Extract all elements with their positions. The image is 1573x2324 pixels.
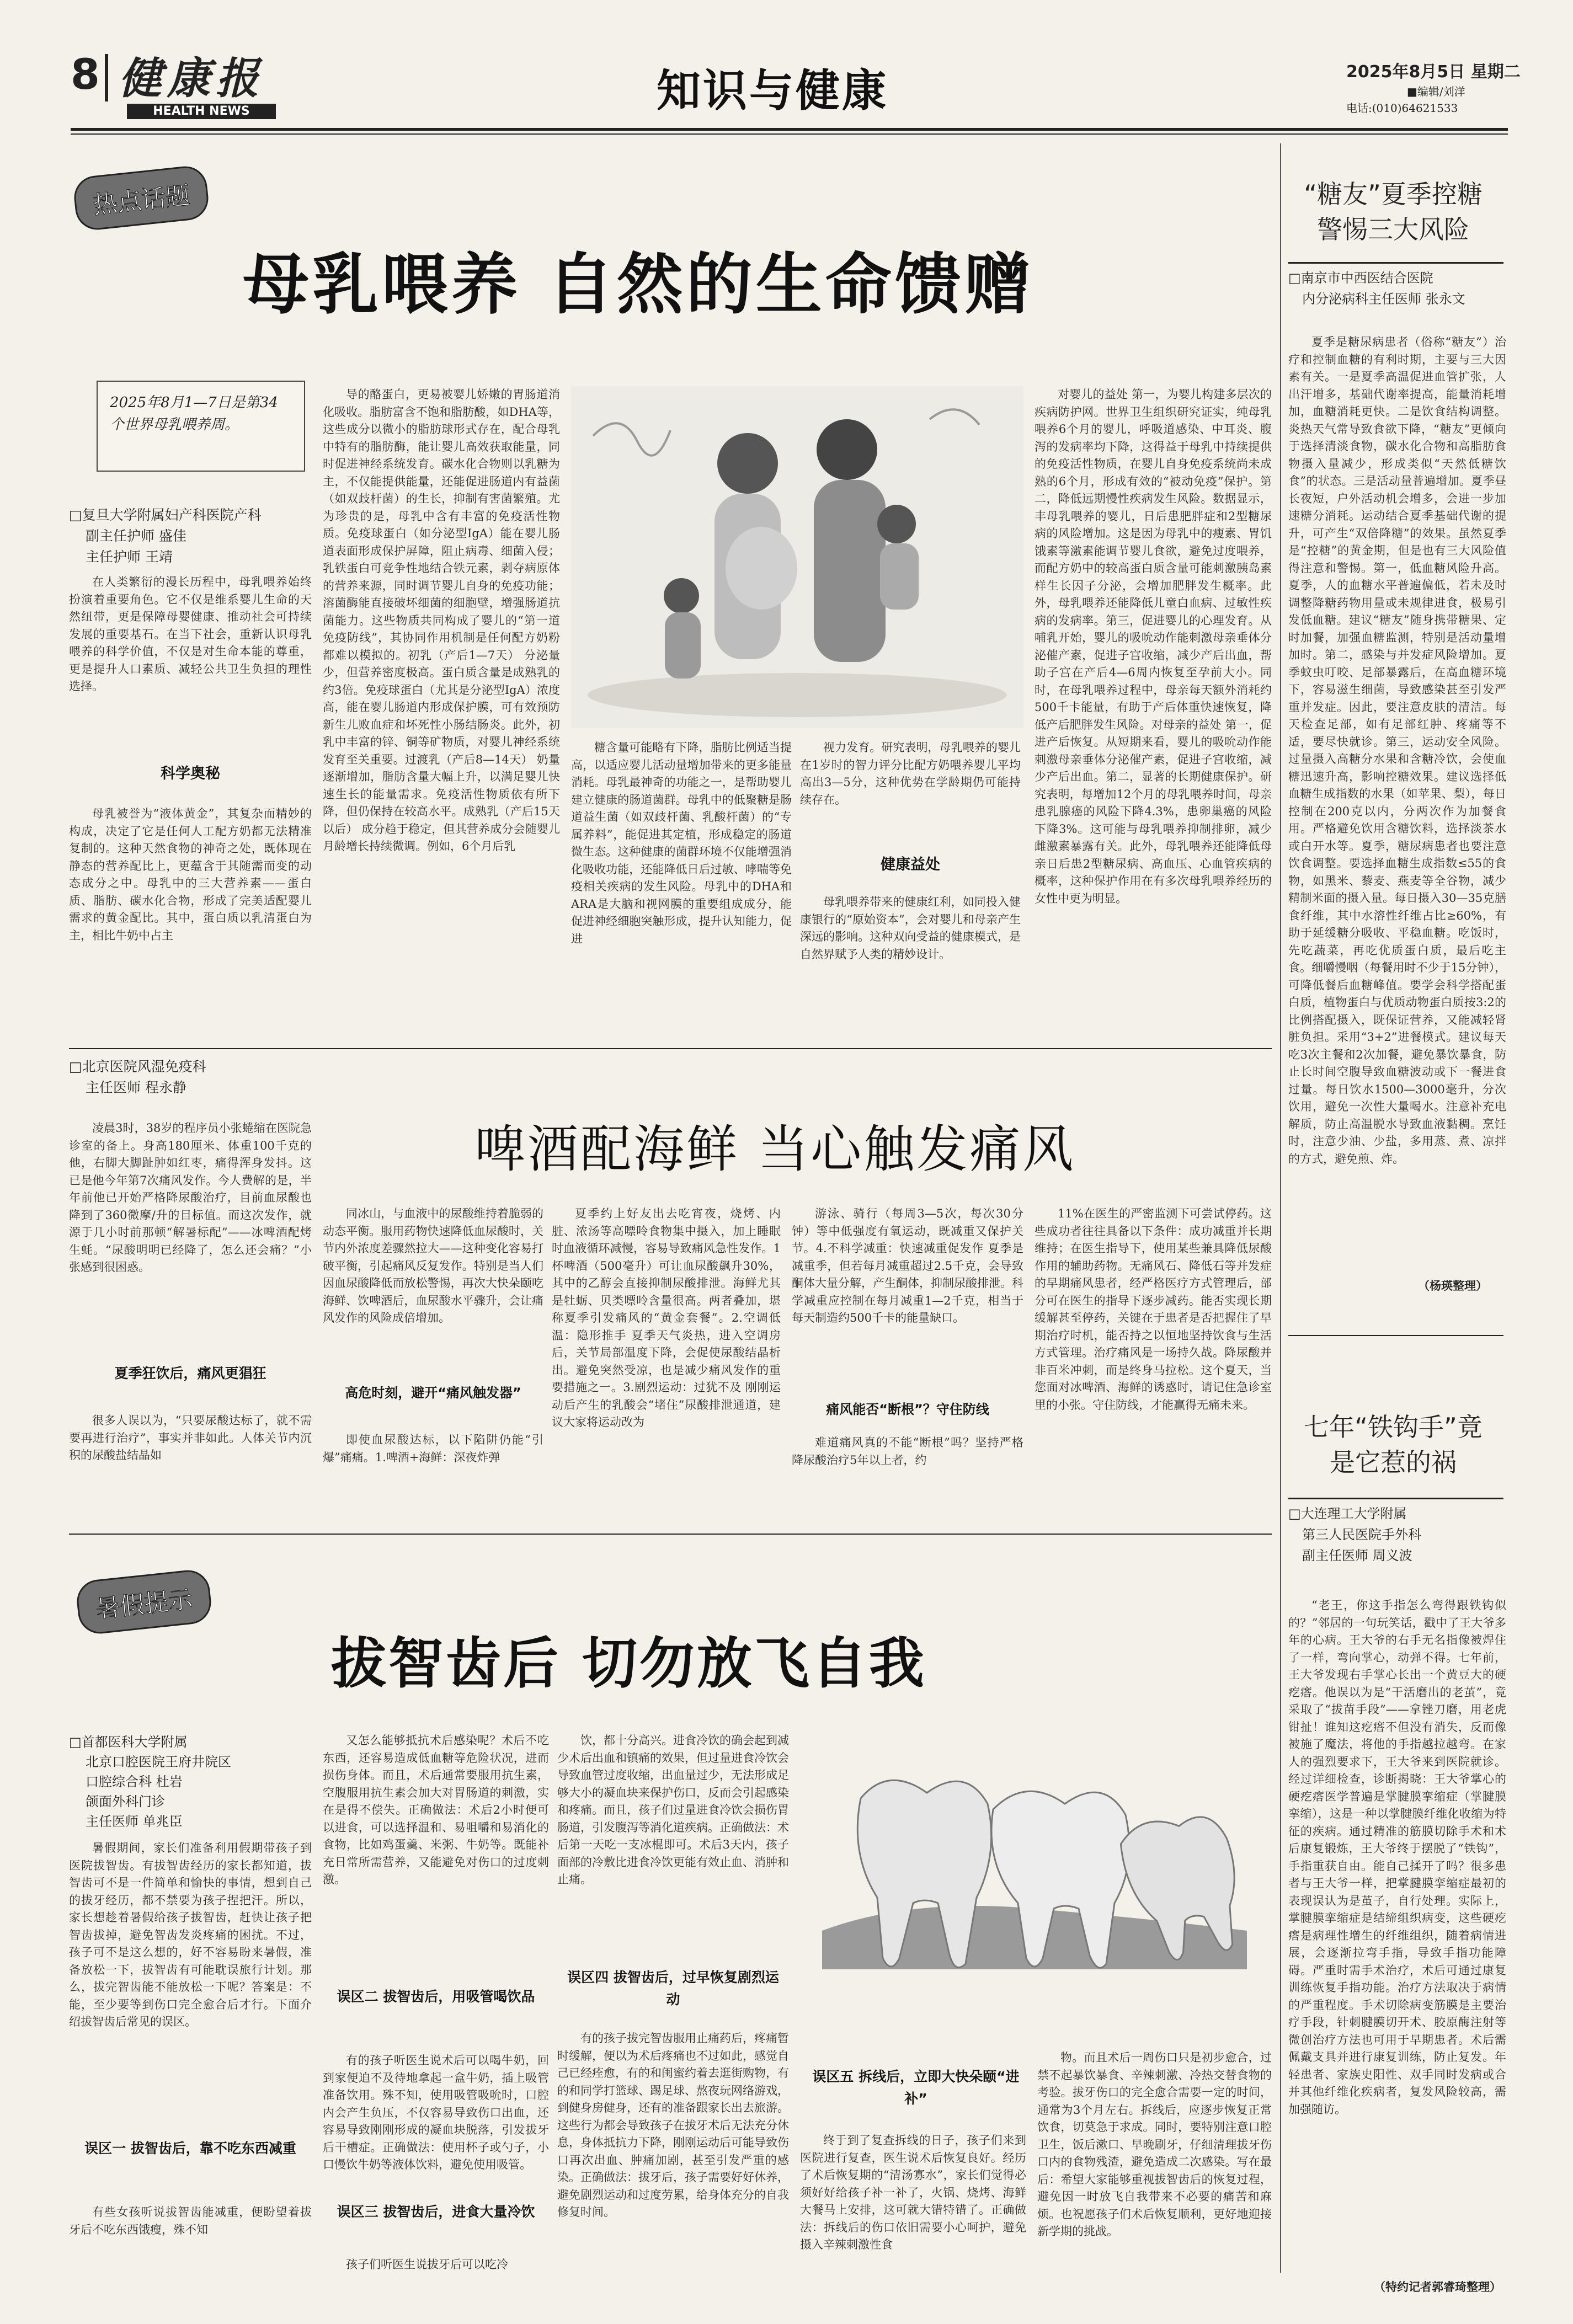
sidebar-divider (1288, 1335, 1503, 1336)
gout-top-rule (69, 1048, 1272, 1049)
summer-tip-tag: 暑假提示 (75, 1568, 214, 1636)
gout-col4 (792, 1205, 1023, 1382)
gout-author (69, 1056, 312, 1098)
author-line-1: □复旦大学附属妇产科医院产科 (69, 507, 262, 523)
tooth-error-4: 误区四 拔智齿后，过早恢复剧烈运动 (567, 1969, 779, 2007)
tooth-col1b (69, 2204, 312, 2275)
editor: ■编辑/刘洋 (1407, 85, 1465, 98)
gout-col3-paragraph: 夏季约上好友出去吃宵夜，烧烤、内脏、浓汤等高嘌呤食物集中摄入，加上睡眠时血液循环减慢，容易导致痛风急性发作。1杯啤酒（500毫升）可让血尿酸飙升30%，其中的乙醇会直接抑制尿酸排泄。海鲜尤其是牡蛎、贝类嘌呤含量很高。两者叠加，堪称夏季引发痛风的“黄金套餐”。2.空调低温：隐形推手 夏季天气炎热，进入空调房后，关节局部温度下降，会促使尿酸结晶析出。避免突然受凉，也是减少痛风发作的重要措施之一。3.剧烈运动：过犹不及 刚刚运动后产生的乳酸会“堵住”尿酸排泄通道，建议大家将运动改为 (552, 1207, 781, 1429)
breastfeeding-week-text: 2025年8月1—7日是第34个世界母乳喂养周。 (110, 394, 278, 433)
gout-subhead-1: 夏季狂饮后，痛风更猖狂 (114, 1365, 266, 1381)
teeth-illustration (800, 1732, 1269, 2041)
tooth-col5 (1037, 2049, 1272, 2275)
tooth-author-line-5: 主任医师 单兆臣 (86, 1814, 183, 1829)
breastfeeding-col3 (571, 739, 792, 1037)
subhead-science: 科学奥秘 (161, 765, 220, 782)
iron-hand-author-line-3: 副主任医师 周义波 (1302, 1548, 1412, 1563)
tooth-col3-paragraph: 饮，都十分高兴。进食冷饮的确会起到减少术后出血和镇痛的效果，但过量进食冷饮会导致血管过度收缩，出血量过少，无法形成足够大小的凝血块来保护伤口，反而会引起感染和疼痛。而且，孩子们过量进食冷饮会损伤胃肠道，引发腹泻等消化道疾病。正确做法：术后第一天吃一支冰棍即可。术后3天内，孩子面部的冷敷比进食冷饮更能有效止血、消肿和止痛。 (557, 1734, 789, 1886)
family-illustration (571, 386, 1023, 728)
tooth-col3b-paragraph: 有的孩子拔完智齿服用止痛药后，疼痛暂时缓解，便以为术后疼痛也不过如此，感觉自己已经痊愈，有的和闺蜜约着去逛街购物，有的和同学打篮球、踢足球、熬夜玩网络游戏，到健身房健身，还有的准备跟家长出去旅游。这些行为都会导致孩子在拔牙术后无法充分休息，身体抵抗力下降，刚刚运动后可能导致伤口再次出血、肿痛加剧，甚至引发严重的感染。正确做法：拔牙后，孩子需要好好休养，避免剧烈运动和过度劳累，给身体充分的自我修复时间。 (557, 2032, 789, 2219)
col3-paragraph: 糖含量可能略有下降，脂肪比例适当提高，以适应婴儿活动量增加带来的更多能量消耗。母乳最神奇的功能之一，是帮助婴儿建立健康的肠道菌群。母乳中的低聚糖是肠道益生菌（如双歧杆菌、乳酸杆菌）的“专属养料”，能促进其定植，形成稳定的肠道微生态。这种健康的菌群环境不仅能增强消化吸收功能，还能降低日后过敏、哮喘等免疫相关疾病的发生风险。母乳中的DHA和ARA是大脑和视网膜的重要组成成分，能促进神经细胞突触形成，提升认知能力，促进 (571, 741, 792, 945)
gout-col1b-paragraph: 很多人误以为，“只要尿酸达标了，就不需要再进行治疗”，事实并非如此。人体关节内沉积的尿酸盐结晶如 (69, 1414, 312, 1462)
tooth-col1-paragraph: 暑假期间，家长们准备利用假期带孩子到医院拔智齿。有拔智齿经历的家长都知道，拔智齿可不是一件简单和愉快的事情，想到自己的拔牙经历，都不禁要为孩子捏把汗。所以，家长想趁着暑假给孩子拔智齿，赶快让孩子把智齿拔掉，避免智齿发炎疼痛的困扰。不过，孩子可不是这么想的，好不容易盼来暑假，准备放松一下，拔智齿有可能耽误旅行计划。那么，拔完智齿能不能放松一下呢？答案是：不能，至少要等到伤口完全愈合后才行。下面介绍拔智齿后常见的误区。 (69, 1841, 312, 2028)
tooth-author-line-1: □首都医科大学附属 (69, 1734, 188, 1750)
gout-col4b (792, 1434, 1023, 1506)
tooth-col2-paragraph: 又怎么能够抵抗术后感染呢？术后不吃东西，还容易造成低血糖等危险状况，进而损伤身体。而且，术后通常要服用抗生素，空腹服用抗生素会加大对胃肠道的刺激，实在是得不偿失。正确做法：术后2小时便可以进食，可以选择温和、易咀嚼和易消化的食物，比如鸡蛋羹、米粥、牛奶等。既能补充日常所需营养，又能避免对伤口的过度刺激。 (323, 1734, 549, 1886)
subhead-benefits: 健康益处 (881, 856, 940, 873)
diabetes-author (1288, 268, 1509, 309)
breastfeeding-headline: 母乳喂养 自然的生命馈赠 (243, 247, 1034, 323)
author-line-2: 副主任护师 盛佳 (86, 528, 186, 544)
breastfeeding-week-note (97, 381, 305, 472)
breastfeeding-author (69, 505, 312, 568)
breastfeeding-col4b (800, 894, 1021, 1037)
breastfeeding-col4 (800, 739, 1021, 850)
tooth-author-line-3: 口腔综合科 杜岩 (86, 1774, 183, 1789)
tooth-col1b-paragraph: 有些女孩听说拔智齿能减重，便盼望着拔牙后不吃东西饿瘦，殊不知 (69, 2205, 312, 2236)
col1-paragraph: 母乳被誉为“液体黄金”，其复杂而精妙的构成，决定了它是任何人工配方奶都无法精准复制的。这种天然食物的神奇之处，既体现在静态的营养配比上，更蕴含于其随需而变的动态成分之中。母乳中的三大营养素——蛋白质、脂肪、碳水化合物，形成了完美适配婴儿需求的黄金配比。其中，蛋白质以乳清蛋白为主，相比牛奶中占主 (69, 807, 312, 942)
breastfeeding-col1 (69, 805, 312, 1037)
diabetes-rule (1288, 262, 1503, 264)
gout-col2b-paragraph: 即使血尿酸达标，以下陷阱仍能“引爆”痛痛。1.啤酒+海鲜：深夜炸弹 (323, 1433, 543, 1464)
author-line-3: 主任护师 王靖 (86, 549, 173, 565)
col2-paragraph: 导的酪蛋白，更易被婴儿娇嫩的胃肠道消化吸收。脂肪富含不饱和脂肪酸，如DHA等，这些成分以微小的脂肪球形式存在，配合母乳中特有的脂肪酶，能让婴儿高效获取能量，同时促进神经系统发育。碳水化合物则以乳糖为主，不仅能提供能量，还能促进肠道内有益菌（如双歧杆菌）的生长，抑制有害菌繁殖。尤为珍贵的是，母乳中含有丰富的免疫活性物质。免疫球蛋白（如分泌型IgA）能在婴儿肠道表面形成保护屏障，阻止病毒、细菌入侵；乳铁蛋白可竞争性地结合铁元素，剥夺病原体的营养来源，同时调节婴儿自身的免疫功能；溶菌酶能直接破坏细菌的细胞壁，增强肠道抗菌能力。这些物质共同构成了婴儿的“第一道免疫防线”，其协同作用机制是任何配方奶粉都难以模拟的。初乳（产后1—7天） 分泌量少，但营养密度极高。蛋白质含量是成熟乳的约3倍。免疫球蛋白（尤其是分泌型IgA）浓度高，能在婴儿肠道内形成保护膜，可有效预防新生儿败血症和坏死性小肠结肠炎。此外，初乳中丰富的锌、铜等矿物质，对婴儿神经系统发育至关重要。过渡乳（产后8—14天） 奶量逐渐增加，脂肪含量大幅上升，以满足婴儿快速生长的能量需求。免疫活性物质依有所下降，但仍保持在较高水平。成熟乳（产后15天以后） 成分趋于稳定，但其营养成分会随婴儿月龄增长持续微调。例如，6个月后乳 (323, 388, 560, 853)
breastfeeding-intro (69, 574, 312, 750)
tooth-author (69, 1732, 312, 1831)
tooth-col1 (69, 1840, 312, 2127)
paper-name: 健康报 (119, 54, 265, 104)
gout-col2-paragraph: 同冰山，与血液中的尿酸维持着脆弱的动态平衡。服用药物快速降低血尿酸时，关节内外浓度差骤然拉大——这种变化容易打破平衡，引起痛风反复发作。特别是当人们因血尿酸降低而放松警惕，再次大快朵颐吃海鲜、饮啤酒后，血尿酸水平骤升，会让痛风发作的风险成倍增加。 (323, 1207, 543, 1324)
gout-author-line-1: □北京医院风湿免疫科 (69, 1059, 206, 1075)
gout-col3 (552, 1205, 781, 1503)
masthead-rule-thin (71, 133, 1508, 135)
tooth-col4-paragraph: 终于到了复查拆线的日子，孩子们来到医院进行复查，医生说术后恢复良好。经历了术后恢复期的“清汤寡水”，家长们觉得必须好好给孩子补一补了，火锅、烧烤、海鲜大餐马上安排，这可就大错特错了。正确做法：拆线后的伤口依旧需要小心呵护，避免摄入辛辣刺激性食 (800, 2134, 1026, 2251)
diabetes-body (1288, 334, 1506, 1271)
right-column-rule (1280, 143, 1281, 2273)
gout-intro-paragraph: 凌晨3时，38岁的程序员小张蜷缩在医院急诊室的备上。身高180厘米、体重100千克的他，右脚大脚趾肿如红枣，痛得浑身发抖。这已是他今年第7次痛风发作。今人费解的是，半年前他已开始严格降尿酸治疗，目前血尿酸也降到了360微摩/升的目标值。而这次发作，就源于几小时前那顿“解暑标配”——冰啤酒配烤生蚝。“尿酸明明已经降了，怎么还会痛？”小张感到很困惑。 (69, 1121, 312, 1274)
diabetes-credit: （杨瑛整理） (1418, 1279, 1487, 1292)
tooth-col3 (557, 1732, 789, 1953)
diabetes-title: “糖友”夏季控糖警惕三大风险 (1304, 179, 1483, 244)
gout-col5 (1035, 1205, 1272, 1503)
gout-col5-paragraph: 11%在医生的严密监测下可尝试停药。这些成功者往往具备以下条件：成功减重并长期维持；在医生指导下，使用某些兼具降低尿酸作用的辅助药物。无痛风石、降低石等并发症的早期痛风患者，经严格医疗方式管理后，部分可在医生的指导下逐步减药。能否实现长期缓解甚至停药，关键在于患者是否把握住了早期治疗时机，能否持之以恒地坚持饮食与生活方式管理。治疗痛风是一场持久战。降尿酸并非百米冲刺，而是终身马拉松。这个夏天，当您面对冰啤酒、海鲜的诱惑时，请记住急诊室里的小张。守住防线，才能赢得无痛未来。 (1035, 1207, 1272, 1412)
col4b-paragraph: 母乳喂养带来的健康红利，如同投入健康银行的“原始资本”，会对婴儿和母亲产生深远的影响。这种双向受益的健康模式，是自然界赋予人类的精妙设计。 (800, 895, 1021, 961)
tooth-error-1: 误区一 拔智齿后，靠不吃东西减重 (84, 2140, 296, 2156)
diabetes-paragraph: 夏季是糖尿病患者（俗称“糖友”）治疗和控制血糖的有利时期，主要与三大因素有关。一是夏季高温促进血管扩张，人出汗增多，基础代谢率提高，能量消耗增加，血糖消耗更快。二是饮食结构调整。炎热天气常导致食欲下降，“糖友”更倾向于选择清淡食物，碳水化合物和高脂肪食物摄入量减少，形成类似“天然低糖饮食”的状态。三是活动量普遍增加。夏季昼长夜短，户外活动机会增多，会进一步加速糖分消耗。运动结合夏季基础代谢的提升，可产生“双倍降糖”的效果。虽然夏季是“控糖”的黄金期，但是也有三大风险值得注意和警惕。第一，低血糖风险升高。夏季，人的血糖水平普遍偏低，若未及时调整降糖药物用量或未规律进食，极易引发低血糖。建议“糖友”随身携带糖果、定时加餐，加强血糖监测，特别是活动量增加时。第二，感染与并发症风险增加。夏季蚊虫叮咬、足部暴露后，在高血糖环境下，容易滋生细菌，导致感染甚至引发严重并发症。因此，要注意皮肤的清洁。每天检查足部，如有足部红肿、疼痛等不适，要尽快就诊。第三，运动安全风险。过量摄入高糖分水果和含糖冷饮，会使血糖迅速升高，影响控糖效果。建议选择低血糖生成指数的水果（如苹果、梨），每日控制在200克以内，分两次作为加餐食用。严格避免饮用含糖饮料，选择淡茶水或白开水等。夏季，糖尿病患者也要注意饮食调整。要选择血糖生成指数≤55的食物，如黑米、藜麦、燕麦等全谷物，减少精制米面的摄入量。每日摄入30—35克膳食纤维，其中水溶性纤维占比≥60%，有助于延缓糖分吸收、平稳血糖。吃饭时，先吃蔬菜，再吃优质蛋白质，最后吃主食。细嚼慢咽（每餐用时不少于15分钟），可降低餐后血糖峰值。要学会科学搭配蛋白质，植物蛋白与优质动物蛋白质按3:2的比例搭配摄入，既保证营养，又能减轻肾脏负担。采用“3+2”进餐模式。建议每天吃3次主餐和2次加餐，避免暴饮暴食，防止长时间空腹导致血糖波动或下一餐进食过量。每日饮水1500—3000毫升，分次饮用，避免一次性大量喝水。注意补充电解质，防止高温脱水导致血液黏稠。烹饪时，注意少油、少盐，多用蒸、煮、凉拌的方式，避免煎、炸。 (1288, 335, 1506, 1166)
gout-intro (69, 1120, 312, 1357)
tooth-col4 (800, 2132, 1026, 2275)
iron-hand-credit: （特约记者郭睿琦整理） (1374, 2280, 1501, 2294)
iron-hand-title: 七年“铁钩手”竟是它惹的祸 (1304, 1412, 1483, 1477)
tooth-author-line-4: 颌面外科门诊 (86, 1794, 165, 1809)
iron-hand-rule (1288, 1498, 1503, 1499)
tooth-col3b (557, 2030, 789, 2275)
tooth-error-3: 误区三 拔智齿后，进食大量冷饮 (337, 2204, 535, 2220)
breastfeeding-col5 (1035, 386, 1272, 1037)
tooth-error-2: 误区二 拔智齿后，用吸管喝饮品 (337, 1989, 535, 2005)
tooth-top-rule (69, 1534, 1272, 1535)
tooth-col2c (323, 2256, 549, 2275)
tooth-col2c-paragraph: 孩子们听医生说拔牙后可以吃冷 (346, 2258, 508, 2271)
gout-col4b-paragraph: 难道痛风真的不能“断根”吗？坚持严格降尿酸治疗5年以上者，约 (792, 1436, 1023, 1467)
tooth-col2 (323, 1732, 549, 1964)
masthead-rule (71, 128, 1508, 131)
gout-col2 (323, 1205, 543, 1371)
gout-subhead-2: 高危时刻，避开“痛风触发器” (345, 1385, 521, 1401)
col5-paragraph: 对婴儿的益处 第一，为婴儿构建多层次的疾病防护网。世界卫生组织研究证实，纯母乳喂养6个月的婴儿，呼吸道感染、中耳炎、腹泻的发病率均下降，这得益于母乳中持续提供的免疫活性物质，在婴儿自身免疫系统尚未成熟的6个月，形成有效的“被动免疫”保护。第二，降低远期慢性疾病发生风险。数据显示，丰母乳喂养的婴儿，日后患肥胖症和2型糖尿病的风险增加。这是因为母乳中的瘦素、胃饥饿素等激素能调节婴儿食欲，避免过度喂养，而配方奶中的较高蛋白质含量可能刺激胰岛素样生长因子分泌，会增加肥胖发生概率。此外，母乳喂养还能降低儿童白血病、过敏性疾病的发病率。第三，促进婴儿的心理发育。从哺乳开始，婴儿的吸吮动作能刺激母亲垂体分泌催产素，促进子宫收缩，减少产后出血，帮助子宫在产后4—6周内恢复至孕前大小。同时，在母乳喂养过程中，母亲每天额外消耗约500千卡能量，有助于产后体重快速恢复，降低产后肥胖发生风险。对母亲的益处 第一，促进产后恢复。从短期来看，婴儿的吸吮动作能刺激母亲垂体分泌催产素，促进子宫收缩，减少产后出血。第二，显著的长期健康保护。研究表明，每增加12个月的母乳喂养时间，母亲患乳腺癌的风险下降4.3%，患卵巢癌的风险下降3%。这可能与母乳喂养抑制排卵，减少雌激素暴露有关。此外，母乳喂养还能降低母亲日后患2型糖尿病、高血压、心血管疾病的概率，这种保护作用在有多次母乳喂养经历的女性中更为明显。 (1035, 388, 1272, 905)
diabetes-author-line-2: 内分泌病科主任医师 张永文 (1302, 291, 1465, 307)
gout-col1b (69, 1412, 312, 1500)
phone: 电话:(010)64621533 (1346, 101, 1458, 115)
gout-subhead-3: 痛风能否“断根”？守住防线 (826, 1402, 989, 1417)
iron-hand-author-line-1: □大连理工大学附属 (1288, 1506, 1407, 1521)
paper-name-en: HEALTH NEWS (127, 104, 276, 119)
col4-paragraph: 视力发育。研究表明，母乳喂养的婴儿在1岁时的智力评分比配方奶喂养婴儿平均高出3—5分，这种优势在学龄期仍可能持续存在。 (800, 741, 1021, 806)
intro-paragraph: 在人类繁衍的漫长历程中，母乳喂养始终扮演着重要角色。它不仅是维系婴儿生命的天然纽带，更是保障母婴健康、推动社会可持续发展的重要基石。在当下社会，重新认识母乳喂养的科学价值，不仅是对生命本能的尊重，更是提升人口素质、减轻公共卫生负担的理性选择。 (69, 575, 312, 693)
breastfeeding-col2 (323, 386, 560, 1037)
iron-hand-author-line-2: 第三人民医院手外科 (1302, 1527, 1421, 1542)
iron-hand-paragraph: “老王，你这手指怎么弯得跟铁钩似的？”邻居的一句玩笑话，戳中了王大爷多年的心病。王大爷的右手无名指像被焊住了一样，弯向掌心，动弹不得。七年前，王大爷发现右手掌心长出一个黄豆大的硬疙瘩。他误以为是“干活磨出的老茧”，竟采取了“拔苗手段”——拿锉刀磨，用老虎钳扯！谁知这疙瘩不但没有消失，反而像被施了魔法，将他的手指越拉越弯。在家人的强烈要求下，王大爷来到医院就诊。经过详细检查，诊断揭晓：王大爷掌心的硬疙瘩医学普遍是掌腱膜挛缩症（掌腱膜挛缩），这是一种以掌腱膜纤维化收缩为特征的疾病。通过精准的筋膜切除手术和术后康复锻炼，王大爷终于摆脱了“铁钩”，手指重获自由。能自己揉开了吗？很多患者与王大爷一样，把掌腱膜挛缩症最初的表现误认为是茧子，自行处理。实际上，掌腱膜挛缩症是结缔组织病变，这些硬疙瘩是病理性增生的纤维组织，随着病情进展，会逐渐拉弯手指，导致手指功能障碍。严重时需手术治疗，术后可通过康复训练恢复手指功能。治疗方法取决于病情的严重程度。手术切除病变筋膜是主要治疗手段，针刺腱膜切开术、胶原酶注射等微创治疗方法也可用于早期患者。术后需佩戴支具并进行康复训练，防止复发。年轻患者、家族史阳性、双手同时发病或合并其他纤维化疾病者，复发风险较高，需加强随访。 (1288, 1599, 1506, 2116)
iron-hand-author (1288, 1503, 1509, 1566)
masthead-divider (105, 54, 108, 101)
hot-topic-tag: 热点话题 (72, 164, 211, 232)
gout-headline: 啤酒配海鲜 当心触发痛风 (474, 1120, 1076, 1179)
tooth-col2b-paragraph: 有的孩子听医生说术后可以喝牛奶，回到家便迫不及待地拿起一盒牛奶，插上吸管准备饮用。殊不知，使用吸管吸吮时，口腔内会产生负压，不仅容易导致伤口出血，还容易导致刚刚形成的凝血块脱落，引发拔牙后干槽症。正确做法：使用杯子或勺子，小口慢饮牛奶等液体饮料，避免使用吸管。 (323, 2054, 549, 2171)
section-title: 知识与健康 (657, 65, 888, 116)
tooth-author-line-2: 北京口腔医院王府井院区 (86, 1754, 231, 1770)
tooth-col5-paragraph: 物。而且术后一周伤口只是初步愈合，过禁不起暴饮暴食、辛辣刺激、冷热交替食物的考验。拔牙伤口的完全愈合需要一定的时间，通常为3个月左右。拆线后，应逐步恢复正常饮食，切莫急于求成。同时，要特别注意口腔卫生，饭后漱口、早晚刷牙，仔细清理拔牙伤口内的食物残渣，避免造成二次感染。写在最后：希望大家能够重视拔智齿后的恢复过程，避免因一时放飞自我带来不必要的痛苦和麻烦。也祝愿孩子们术后恢复顺利，更好地迎接新学期的挑战。 (1037, 2051, 1272, 2238)
issue-date: 2025年8月5日 星期二 (1346, 62, 1521, 82)
page-number: 8 (71, 50, 100, 99)
tooth-headline: 拔智齿后 切勿放飞自我 (331, 1631, 926, 1696)
diabetes-author-line-1: □南京市中西医结合医院 (1288, 270, 1433, 286)
tooth-col2b (323, 2052, 549, 2190)
gout-col4-paragraph: 游泳、骑行（每周3—5次，每次30分钟）等中低强度有氧运动，既减重又保护关节。4.不科学减重：快速减重促发作 夏季是减重季，但若每月减重超过2.5千克，会导致酮体大量分解，产生酮体，抑制尿酸排泄。科学减重应控制在每月减重1—2千克，相当于每天制造约500千卡的能量缺口。 (792, 1207, 1023, 1324)
gout-author-line-2: 主任医师 程永静 (86, 1080, 186, 1096)
tooth-error-5: 误区五 拆线后，立即大快朵颐“进补” (812, 2069, 1020, 2107)
gout-col2b (323, 1431, 543, 1503)
iron-hand-body (1288, 1597, 1506, 2275)
